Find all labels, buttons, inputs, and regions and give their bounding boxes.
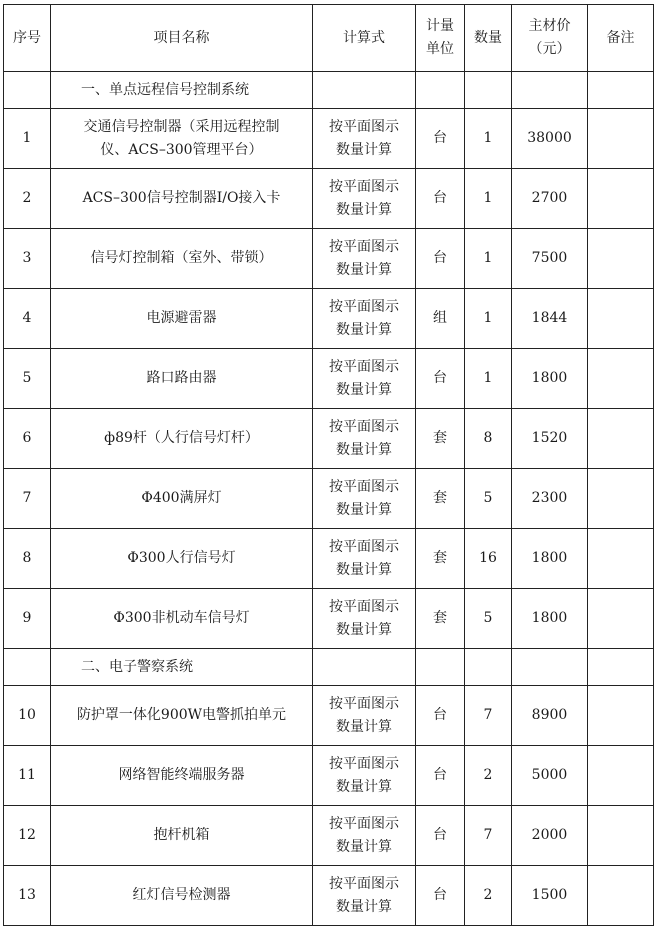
- table-row: [4, 169, 654, 229]
- row-method-line2: 数量计算: [336, 501, 392, 518]
- row-unit: 台: [416, 349, 465, 409]
- row-unit: 台: [416, 109, 465, 169]
- row-method-line2: 数量计算: [336, 838, 392, 855]
- row-name-line1: 交通信号控制器（采用远程控制: [83, 118, 280, 135]
- table-row: [4, 229, 654, 289]
- row-unit: 套: [416, 409, 465, 469]
- row-method-line2: 数量计算: [336, 381, 392, 398]
- row-method: [313, 169, 416, 229]
- table-row: [4, 866, 654, 926]
- row-remark: [588, 469, 654, 529]
- row-remark: [588, 289, 654, 349]
- row-method-line1: 按平面图示: [329, 478, 399, 495]
- row-quantity: 5: [465, 589, 512, 649]
- row-unit: 台: [416, 229, 465, 289]
- row-quantity: 1: [465, 229, 512, 289]
- row-name-line1: 网络智能终端服务器: [118, 767, 245, 783]
- row-price: 1500: [512, 866, 588, 926]
- table-row: [4, 686, 654, 746]
- row-name: [51, 409, 313, 469]
- row-method-line2: 数量计算: [336, 321, 392, 338]
- row-name-line1: ACS–300信号控制器I/O接入卡: [82, 190, 281, 206]
- row-method: [313, 109, 416, 169]
- materials-price-table: [3, 4, 654, 926]
- row-method: [313, 229, 416, 289]
- row-name: [51, 746, 313, 806]
- row-index: 9: [4, 589, 51, 649]
- row-unit: 套: [416, 469, 465, 529]
- section-empty-cell: [588, 72, 654, 109]
- row-remark: [588, 169, 654, 229]
- row-name: [51, 866, 313, 926]
- row-index: 3: [4, 229, 51, 289]
- row-remark: [588, 229, 654, 289]
- row-unit: 台: [416, 746, 465, 806]
- row-name: [51, 109, 313, 169]
- row-method-line2: 数量计算: [336, 261, 392, 278]
- row-method-line1: 按平面图示: [329, 298, 399, 315]
- row-name: [51, 686, 313, 746]
- row-price: 1800: [512, 589, 588, 649]
- row-quantity: 8: [465, 409, 512, 469]
- row-price: 2300: [512, 469, 588, 529]
- section-title: 二、电子警察系统: [51, 649, 313, 686]
- row-name-line1: Φ400满屏灯: [141, 490, 222, 506]
- row-index: 12: [4, 806, 51, 866]
- row-method-line2: 数量计算: [336, 561, 392, 578]
- row-name-line1: 路口路由器: [146, 370, 217, 386]
- row-index: 13: [4, 866, 51, 926]
- row-quantity: 1: [465, 169, 512, 229]
- table-row: [4, 469, 654, 529]
- section-empty-cell: [588, 649, 654, 686]
- row-unit: 台: [416, 169, 465, 229]
- row-unit: 套: [416, 589, 465, 649]
- header-index: 序号: [4, 5, 51, 72]
- row-method-line2: 数量计算: [336, 141, 392, 158]
- row-method: [313, 686, 416, 746]
- row-unit: 组: [416, 289, 465, 349]
- row-name-line2: 仪、ACS–300管理平台）: [100, 141, 263, 158]
- row-name-line1: ф89杆（人行信号灯杆）: [104, 430, 259, 446]
- section-empty-cell: [512, 72, 588, 109]
- row-method-line1: 按平面图示: [329, 598, 399, 615]
- row-method: [313, 529, 416, 589]
- row-method-line1: 按平面图示: [329, 118, 399, 135]
- row-name: [51, 589, 313, 649]
- row-remark: [588, 866, 654, 926]
- row-method-line1: 按平面图示: [329, 755, 399, 772]
- row-quantity: 5: [465, 469, 512, 529]
- row-name: [51, 289, 313, 349]
- header-unit-line1: 计量: [426, 18, 454, 34]
- section-index-cell: [4, 72, 51, 109]
- row-price: 1800: [512, 529, 588, 589]
- row-name-line1: 红灯信号检测器: [132, 887, 231, 903]
- row-name-line1: 信号灯控制箱（室外、带锁）: [90, 250, 273, 266]
- row-price: 5000: [512, 746, 588, 806]
- row-method-line1: 按平面图示: [329, 815, 399, 832]
- row-method-line2: 数量计算: [336, 778, 392, 795]
- row-method: [313, 866, 416, 926]
- row-price: 8900: [512, 686, 588, 746]
- header-price-line1: 主材价: [528, 18, 571, 34]
- row-quantity: 2: [465, 866, 512, 926]
- row-remark: [588, 589, 654, 649]
- header-price: [512, 5, 588, 72]
- row-index: 4: [4, 289, 51, 349]
- header-price-line2: （元）: [528, 41, 571, 57]
- row-price: 1520: [512, 409, 588, 469]
- row-method-line2: 数量计算: [336, 718, 392, 735]
- row-quantity: 16: [465, 529, 512, 589]
- row-remark: [588, 109, 654, 169]
- section-row: [4, 72, 654, 109]
- row-name: [51, 169, 313, 229]
- row-unit: 台: [416, 866, 465, 926]
- row-name-line1: 抱杆机箱: [153, 827, 210, 843]
- row-index: 5: [4, 349, 51, 409]
- row-name: [51, 529, 313, 589]
- header-method: 计算式: [313, 5, 416, 72]
- row-name: [51, 349, 313, 409]
- row-index: 10: [4, 686, 51, 746]
- header-unit: [416, 5, 465, 72]
- row-method: [313, 409, 416, 469]
- row-remark: [588, 529, 654, 589]
- row-quantity: 7: [465, 686, 512, 746]
- table-row: [4, 109, 654, 169]
- table-row: [4, 806, 654, 866]
- row-name-line1: 防护罩一体化900W电警抓拍单元: [76, 707, 287, 723]
- row-index: 8: [4, 529, 51, 589]
- row-quantity: 2: [465, 746, 512, 806]
- row-method-line2: 数量计算: [336, 898, 392, 915]
- row-unit: 套: [416, 529, 465, 589]
- row-index: 2: [4, 169, 51, 229]
- row-remark: [588, 349, 654, 409]
- row-unit: 台: [416, 686, 465, 746]
- row-method: [313, 469, 416, 529]
- row-price: 1800: [512, 349, 588, 409]
- section-method-cell: [313, 72, 416, 109]
- row-method-line2: 数量计算: [336, 201, 392, 218]
- section-empty-cell: [465, 649, 512, 686]
- row-method: [313, 289, 416, 349]
- header-row: [4, 5, 654, 72]
- row-method-line1: 按平面图示: [329, 875, 399, 892]
- section-row: [4, 649, 654, 686]
- section-title: 一、单点远程信号控制系统: [51, 72, 313, 109]
- row-price: 7500: [512, 229, 588, 289]
- header-name: 项目名称: [51, 5, 313, 72]
- row-method-line1: 按平面图示: [329, 538, 399, 555]
- row-method: [313, 746, 416, 806]
- table-row: [4, 349, 654, 409]
- row-price: 2700: [512, 169, 588, 229]
- row-name-line1: Φ300非机动车信号灯: [113, 610, 250, 626]
- section-index-cell: [4, 649, 51, 686]
- row-index: 1: [4, 109, 51, 169]
- row-remark: [588, 409, 654, 469]
- row-remark: [588, 746, 654, 806]
- row-name: [51, 806, 313, 866]
- row-method-line1: 按平面图示: [329, 238, 399, 255]
- row-method-line1: 按平面图示: [329, 695, 399, 712]
- header-remark: 备注: [588, 5, 654, 72]
- row-method: [313, 349, 416, 409]
- row-remark: [588, 686, 654, 746]
- row-index: 7: [4, 469, 51, 529]
- table-row: [4, 746, 654, 806]
- row-method-line1: 按平面图示: [329, 418, 399, 435]
- table-row: [4, 289, 654, 349]
- row-quantity: 1: [465, 289, 512, 349]
- header-unit-line2: 单位: [426, 41, 454, 57]
- table-row: [4, 409, 654, 469]
- row-method: [313, 806, 416, 866]
- row-method-line2: 数量计算: [336, 621, 392, 638]
- row-name: [51, 229, 313, 289]
- row-remark: [588, 806, 654, 866]
- section-method-cell: [313, 649, 416, 686]
- section-empty-cell: [416, 72, 465, 109]
- section-empty-cell: [465, 72, 512, 109]
- row-method-line1: 按平面图示: [329, 178, 399, 195]
- row-unit: 台: [416, 806, 465, 866]
- row-method-line1: 按平面图示: [329, 358, 399, 375]
- row-method-line2: 数量计算: [336, 441, 392, 458]
- row-name: [51, 469, 313, 529]
- row-quantity: 1: [465, 349, 512, 409]
- row-index: 11: [4, 746, 51, 806]
- row-price: 1844: [512, 289, 588, 349]
- row-name-line1: Φ300人行信号灯: [127, 550, 236, 566]
- table-row: [4, 589, 654, 649]
- row-price: 2000: [512, 806, 588, 866]
- row-price: 38000: [512, 109, 588, 169]
- row-name-line1: 电源避雷器: [146, 310, 217, 326]
- row-method: [313, 589, 416, 649]
- table-body: [4, 5, 654, 926]
- header-quantity: 数量: [465, 5, 512, 72]
- row-quantity: 1: [465, 109, 512, 169]
- row-index: 6: [4, 409, 51, 469]
- section-empty-cell: [416, 649, 465, 686]
- section-empty-cell: [512, 649, 588, 686]
- row-quantity: 7: [465, 806, 512, 866]
- table-row: [4, 529, 654, 589]
